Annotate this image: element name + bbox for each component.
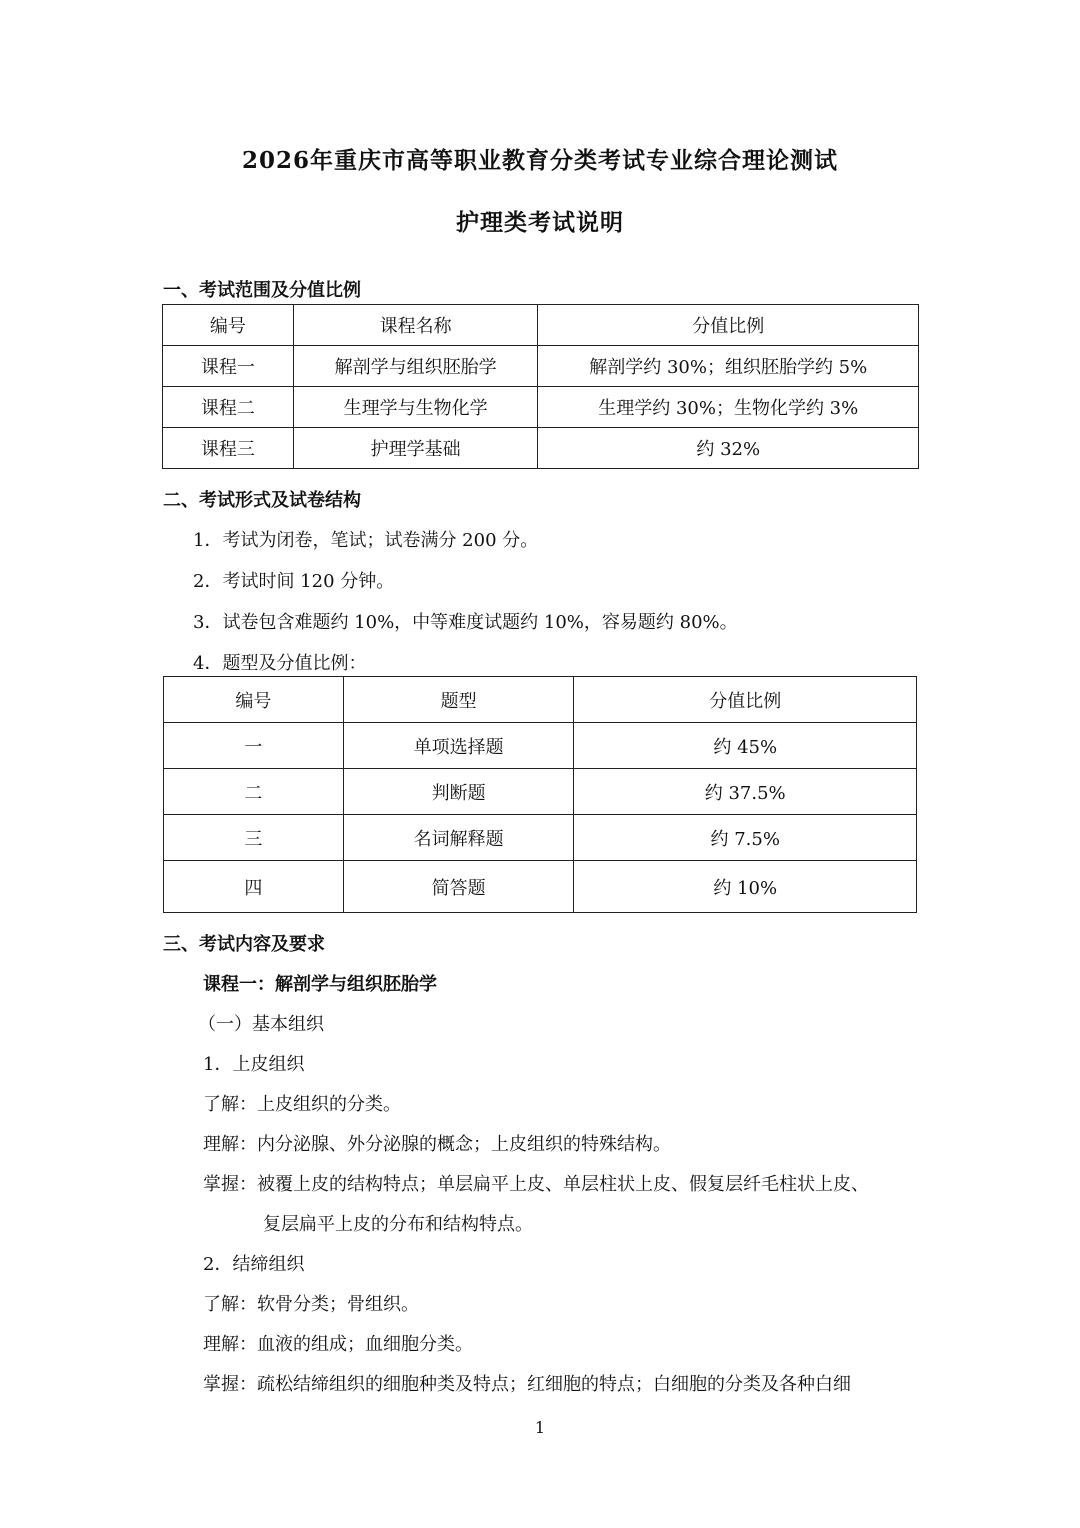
section-heading: 二、考试形式及试卷结构 xyxy=(163,490,361,511)
question-type-table xyxy=(163,676,917,913)
list-item: 3．试卷包含难题约 10%，中等难度试题约 10%，容易题约 80%。 xyxy=(193,612,738,633)
table-cell: 判断题 xyxy=(343,769,574,815)
table-cell: 名词解释题 xyxy=(343,815,574,861)
content-line: 掌握：被覆上皮的结构特点；单层扁平上皮、单层柱状上皮、假复层纤毛柱状上皮、 xyxy=(203,1174,869,1195)
table-cell: 课程二 xyxy=(163,387,294,428)
content-line: 理解：血液的组成；血细胞分类。 xyxy=(203,1334,473,1355)
content-line: 了解：软骨分类；骨组织。 xyxy=(203,1294,419,1315)
content-line: 了解：上皮组织的分类。 xyxy=(203,1094,401,1115)
course-title: 课程一：解剖学与组织胚胎学 xyxy=(203,974,437,995)
table-cell: 三 xyxy=(164,815,344,861)
table-row xyxy=(164,769,917,815)
table-cell: 解剖学约 30%；组织胚胎学约 5% xyxy=(538,346,919,387)
table-row xyxy=(164,815,917,861)
table-cell: 约 10% xyxy=(574,861,917,913)
table-header-cell: 分值比例 xyxy=(538,305,919,346)
content-line: 理解：内分泌腺、外分泌腺的概念；上皮组织的特殊结构。 xyxy=(203,1134,671,1155)
table-cell: 约 7.5% xyxy=(574,815,917,861)
table-cell: 约 32% xyxy=(538,428,919,469)
table-cell: 单项选择题 xyxy=(343,723,574,769)
table-cell: 约 45% xyxy=(574,723,917,769)
list-item: 1．考试为闭卷，笔试；试卷满分 200 分。 xyxy=(193,530,539,551)
table-cell: 四 xyxy=(164,861,344,913)
table-cell: 课程一 xyxy=(163,346,294,387)
table-cell: 课程三 xyxy=(163,428,294,469)
table-cell: 约 37.5% xyxy=(574,769,917,815)
table-cell: 护理学基础 xyxy=(293,428,538,469)
course-score-table xyxy=(162,304,919,469)
table-cell: 生理学与生物化学 xyxy=(293,387,538,428)
content-line: 掌握：疏松结缔组织的细胞种类及特点；红细胞的特点；白细胞的分类及各种白细 xyxy=(203,1374,851,1395)
table-cell: 一 xyxy=(164,723,344,769)
page-number: 1 xyxy=(534,1418,546,1437)
list-item: 4．题型及分值比例： xyxy=(193,653,367,674)
table-row xyxy=(163,428,919,469)
table-cell: 生理学约 30%；生物化学约 3% xyxy=(538,387,919,428)
list-item: 2．考试时间 120 分钟。 xyxy=(193,571,395,592)
table-header-cell: 编号 xyxy=(164,677,344,723)
table-cell: 简答题 xyxy=(343,861,574,913)
part-heading: （一）基本组织 xyxy=(198,1014,324,1035)
table-row xyxy=(164,723,917,769)
table-header-cell: 课程名称 xyxy=(293,305,538,346)
section-heading: 三、考试内容及要求 xyxy=(163,934,325,955)
table-header-cell: 分值比例 xyxy=(574,677,917,723)
table-cell: 二 xyxy=(164,769,344,815)
table-row xyxy=(163,346,919,387)
table-header-row xyxy=(164,677,917,723)
document-subtitle: 护理类考试说明 xyxy=(456,209,624,236)
topic-heading: 1．上皮组织 xyxy=(203,1054,305,1075)
table-header-cell: 题型 xyxy=(343,677,574,723)
content-line: 复层扁平上皮的分布和结构特点。 xyxy=(263,1214,533,1235)
table-header-cell: 编号 xyxy=(163,305,294,346)
table-cell: 解剖学与组织胚胎学 xyxy=(293,346,538,387)
table-header-row xyxy=(163,305,919,346)
topic-heading: 2．结缔组织 xyxy=(203,1254,305,1275)
document-title: 2026年重庆市高等职业教育分类考试专业综合理论测试 xyxy=(241,147,838,174)
section-heading: 一、考试范围及分值比例 xyxy=(163,280,361,301)
table-row xyxy=(163,387,919,428)
table-row xyxy=(164,861,917,913)
